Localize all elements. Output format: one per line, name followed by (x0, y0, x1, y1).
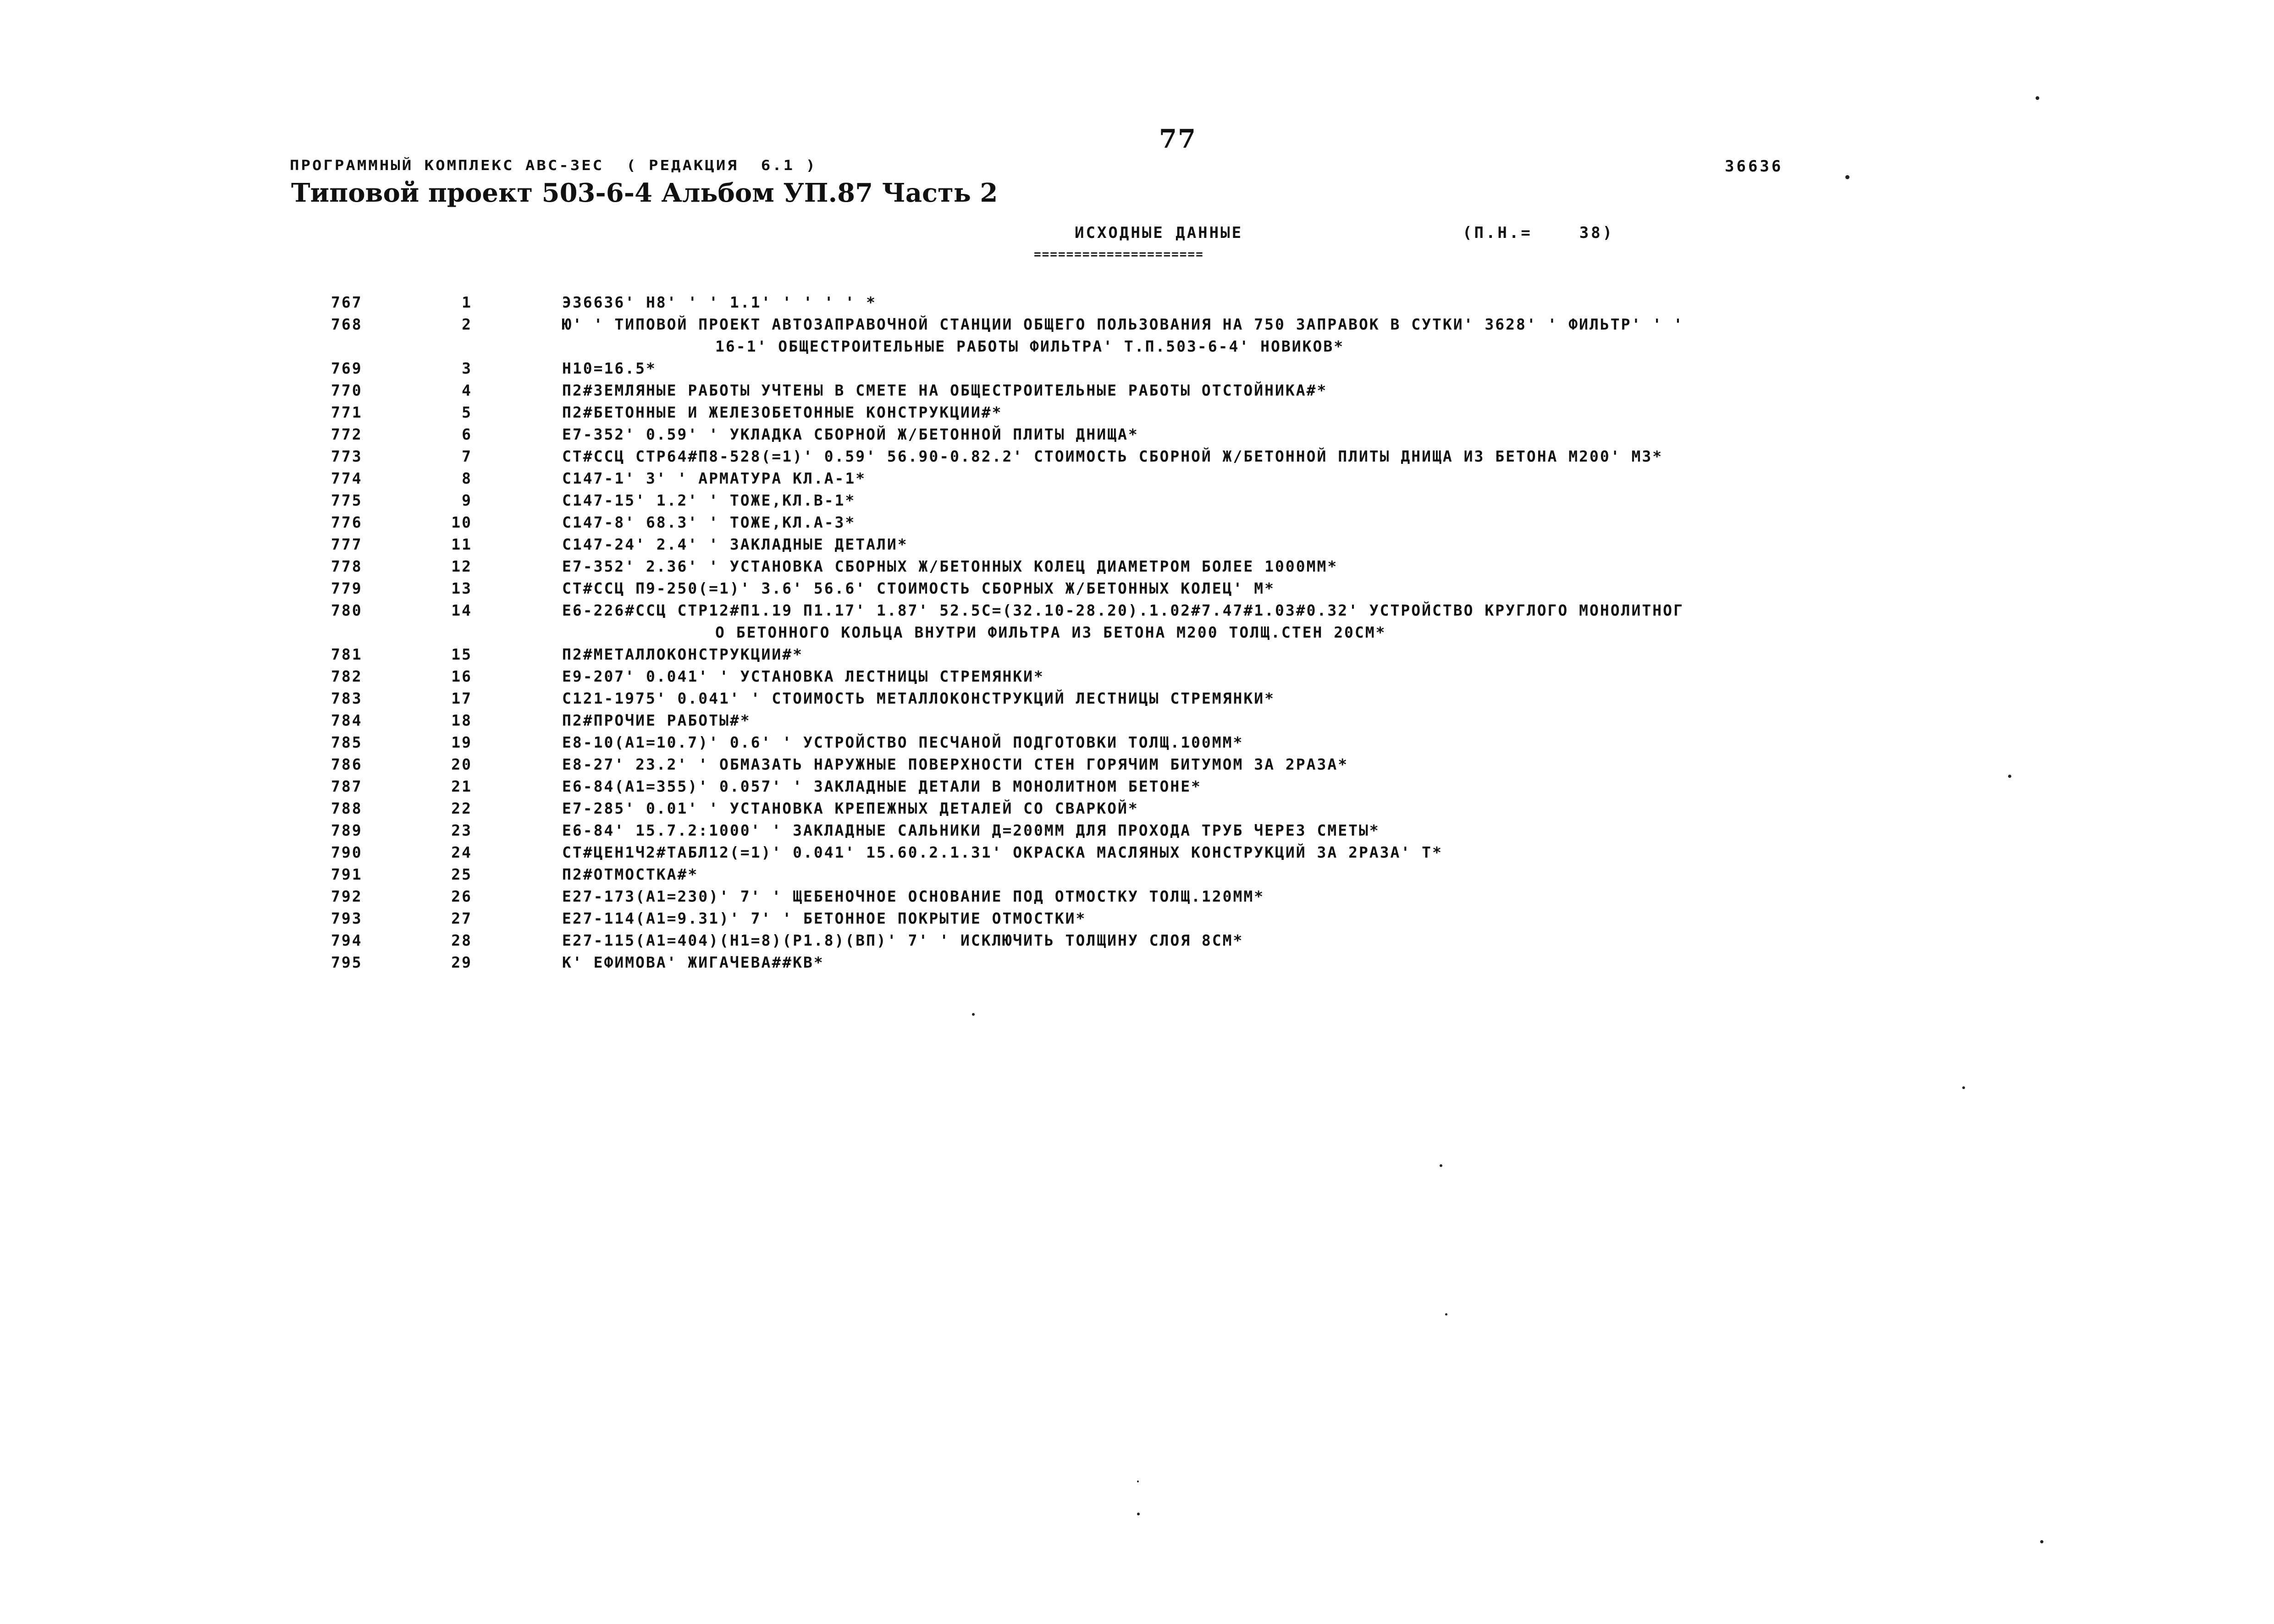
record-sequence-number: 775 (331, 491, 363, 509)
record-row (0, 864, 2274, 886)
record-sequence-number: 774 (331, 469, 363, 487)
record-text: Е6-226#ССЦ СТР12#П1.19 П1.17' 1.87' 52.5С=(32.10-28.20).1.02#7.47#1.03#0.32' УСТРОЙСТВО КРУГЛОГО МОНОЛИТНОГ (562, 601, 1684, 619)
record-sequence-number: 779 (331, 579, 363, 597)
record-line-number: 7 (462, 447, 472, 465)
record-sequence-number: 793 (331, 909, 363, 927)
record-row (0, 380, 2274, 402)
record-row (0, 292, 2274, 314)
record-row (0, 732, 2274, 754)
record-row (0, 622, 2274, 644)
record-text: С147-15' 1.2' ' ТОЖЕ,КЛ.В-1* (562, 491, 856, 509)
record-sequence-number: 794 (331, 931, 363, 949)
record-line-number: 18 (451, 711, 472, 729)
record-row (0, 710, 2274, 732)
record-sequence-number: 769 (331, 359, 363, 377)
record-row (0, 402, 2274, 424)
record-row (0, 908, 2274, 930)
record-line-number: 5 (462, 403, 472, 421)
record-line-number: 24 (451, 843, 472, 861)
record-sequence-number: 770 (331, 381, 363, 399)
record-sequence-number: 791 (331, 865, 363, 883)
record-row (0, 798, 2274, 820)
record-sequence-number: 776 (331, 513, 363, 531)
record-sequence-number: 768 (331, 315, 363, 333)
record-row (0, 314, 2274, 336)
record-sequence-number: 787 (331, 777, 363, 795)
document-code: 36636 (1725, 157, 1783, 176)
record-row (0, 886, 2274, 908)
record-line-number: 10 (451, 513, 472, 531)
record-text: К' ЕФИМОВА' ЖИГАЧЕВА##КВ* (562, 953, 824, 971)
record-sequence-number: 771 (331, 403, 363, 421)
record-text: 16-1' ОБЩЕСТРОИТЕЛЬНЫЕ РАБОТЫ ФИЛЬТРА' Т.П.503-6-4' НОВИКОВ* (715, 337, 1345, 355)
record-line-number: 28 (451, 931, 472, 949)
record-text: Е7-352' 0.59' ' УКЛАДКА СБОРНОЙ Ж/БЕТОННОЙ ПЛИТЫ ДНИЩА* (562, 425, 1139, 443)
record-line-number: 8 (462, 469, 472, 487)
record-sequence-number: 795 (331, 953, 363, 971)
record-sequence-number: 780 (331, 601, 363, 619)
record-sequence-number: 788 (331, 799, 363, 817)
record-row (0, 952, 2274, 974)
record-row (0, 578, 2274, 600)
record-line-number: 14 (451, 601, 472, 619)
record-line-number: 22 (451, 799, 472, 817)
record-line-number: 17 (451, 689, 472, 707)
record-text: Ю' ' ТИПОВОЙ ПРОЕКТ АВТОЗАПРАВОЧНОЙ СТАНЦИИ ОБЩЕГО ПОЛЬЗОВАНИЯ НА 750 ЗАПРАВОК В СУТКИ' 3628' ' ФИЛЬТР' ' ' (562, 315, 1684, 333)
records-list (0, 292, 2274, 974)
record-text: П2#БЕТОННЫЕ И ЖЕЛЕЗОБЕТОННЫЕ КОНСТРУКЦИИ#* (562, 403, 1003, 421)
record-text: Е27-114(А1=9.31)' 7' ' БЕТОННОЕ ПОКРЫТИЕ ОТМОСТКИ* (562, 909, 1087, 927)
record-text: Е7-285' 0.01' ' УСТАНОВКА КРЕПЕЖНЫХ ДЕТАЛЕЙ СО СВАРКОЙ* (562, 799, 1139, 817)
record-sequence-number: 785 (331, 733, 363, 751)
record-row (0, 754, 2274, 776)
page-number: 77 (1159, 124, 1197, 154)
record-row (0, 666, 2274, 688)
record-text: Н10=16.5* (562, 359, 657, 377)
record-line-number: 15 (451, 645, 472, 663)
record-sequence-number: 784 (331, 711, 363, 729)
record-line-number: 25 (451, 865, 472, 883)
page-reference: (П.Н.= 38) (1463, 224, 1615, 242)
record-line-number: 1 (462, 293, 472, 311)
record-text: Е8-27' 23.2' ' ОБМАЗАТЬ НАРУЖНЫЕ ПОВЕРХНОСТИ СТЕН ГОРЯЧИМ БИТУМОМ ЗА 2РАЗА* (562, 755, 1349, 773)
record-text: Э36636' Н8' ' ' 1.1' ' ' ' ' * (562, 293, 877, 311)
record-text: С147-24' 2.4' ' ЗАКЛАДНЫЕ ДЕТАЛИ* (562, 535, 908, 553)
record-sequence-number: 778 (331, 557, 363, 575)
record-text: Е7-352' 2.36' ' УСТАНОВКА СБОРНЫХ Ж/БЕТОННЫХ КОЛЕЦ ДИАМЕТРОМ БОЛЕЕ 1000ММ* (562, 557, 1338, 575)
record-line-number: 19 (451, 733, 472, 751)
record-text: СТ#ЦЕН1Ч2#ТАБЛ12(=1)' 0.041' 15.60.2.1.31' ОКРАСКА МАСЛЯНЫХ КОНСТРУКЦИЙ ЗА 2РАЗА' Т* (562, 843, 1443, 861)
record-line-number: 3 (462, 359, 472, 377)
record-sequence-number: 767 (331, 293, 363, 311)
record-text: С147-8' 68.3' ' ТОЖЕ,КЛ.А-3* (562, 513, 856, 531)
record-line-number: 9 (462, 491, 472, 509)
record-row (0, 776, 2274, 798)
record-line-number: 29 (451, 953, 472, 971)
record-row (0, 556, 2274, 578)
heading-underline: ===================== (1034, 248, 1204, 261)
record-row (0, 336, 2274, 358)
record-text: СТ#ССЦ П9-250(=1)' 3.6' 56.6' СТОИМОСТЬ СБОРНЫХ Ж/БЕТОННЫХ КОЛЕЦ' М* (562, 579, 1275, 597)
record-line-number: 23 (451, 821, 472, 839)
record-text: Е6-84' 15.7.2:1000' ' ЗАКЛАДНЫЕ САЛЬНИКИ Д=200ММ ДЛЯ ПРОХОДА ТРУБ ЧЕРЕЗ СМЕТЫ* (562, 821, 1380, 839)
record-text: П2#ОТМОСТКА#* (562, 865, 699, 883)
record-line-number: 13 (451, 579, 472, 597)
record-text: Е9-207' 0.041' ' УСТАНОВКА ЛЕСТНИЦЫ СТРЕМЯНКИ* (562, 667, 1044, 685)
record-row (0, 930, 2274, 952)
record-text: П2#МЕТАЛЛОКОНСТРУКЦИИ#* (562, 645, 803, 663)
record-text: С121-1975' 0.041' ' СТОИМОСТЬ МЕТАЛЛОКОНСТРУКЦИЙ ЛЕСТНИЦЫ СТРЕМЯНКИ* (562, 689, 1275, 707)
record-sequence-number: 786 (331, 755, 363, 773)
record-text: П2#ПРОЧИЕ РАБОТЫ#* (562, 711, 751, 729)
record-sequence-number: 783 (331, 689, 363, 707)
record-row (0, 688, 2274, 710)
record-sequence-number: 782 (331, 667, 363, 685)
record-text: СТ#ССЦ СТР64#П8-528(=1)' 0.59' 56.90-0.82.2' СТОИМОСТЬ СБОРНОЙ Ж/БЕТОННОЙ ПЛИТЫ ДНИЩА ИЗ БЕТОНА М200' М3* (562, 447, 1663, 465)
record-row (0, 512, 2274, 534)
record-line-number: 21 (451, 777, 472, 795)
record-sequence-number: 792 (331, 887, 363, 905)
record-row (0, 600, 2274, 622)
record-sequence-number: 790 (331, 843, 363, 861)
record-line-number: 11 (451, 535, 472, 553)
record-text: Е27-115(А1=404)(Н1=8)(Р1.8)(ВП)' 7' ' ИСКЛЮЧИТЬ ТОЛЩИНУ СЛОЯ 8СМ* (562, 931, 1244, 949)
record-sequence-number: 773 (331, 447, 363, 465)
program-complex-line: ПРОГРАММНЫЙ КОМПЛЕКС АВС-3ЕС ( РЕДАКЦИЯ 6.1 ) (290, 157, 817, 174)
record-sequence-number: 772 (331, 425, 363, 443)
record-line-number: 26 (451, 887, 472, 905)
record-line-number: 20 (451, 755, 472, 773)
record-line-number: 16 (451, 667, 472, 685)
record-row (0, 358, 2274, 380)
record-row (0, 468, 2274, 490)
record-line-number: 6 (462, 425, 472, 443)
record-sequence-number: 789 (331, 821, 363, 839)
section-heading: ИСХОДНЫЕ ДАННЫЕ (1075, 224, 1243, 242)
record-line-number: 4 (462, 381, 472, 399)
record-row (0, 644, 2274, 666)
record-sequence-number: 777 (331, 535, 363, 553)
record-text: Е6-84(А1=355)' 0.057' ' ЗАКЛАДНЫЕ ДЕТАЛИ В МОНОЛИТНОМ БЕТОНЕ* (562, 777, 1202, 795)
record-text: С147-1' 3' ' АРМАТУРА КЛ.А-1* (562, 469, 867, 487)
record-line-number: 27 (451, 909, 472, 927)
record-row (0, 446, 2274, 468)
project-title: Типовой проект 503-6-4 Альбом УП.87 Часть 2 (291, 178, 998, 208)
record-line-number: 12 (451, 557, 472, 575)
record-row (0, 424, 2274, 446)
record-text: Е8-10(А1=10.7)' 0.6' ' УСТРОЙСТВО ПЕСЧАНОЙ ПОДГОТОВКИ ТОЛЩ.100ММ* (562, 733, 1244, 751)
record-row (0, 820, 2274, 842)
record-row (0, 534, 2274, 556)
record-row (0, 842, 2274, 864)
record-row (0, 490, 2274, 512)
record-text: П2#ЗЕМЛЯНЫЕ РАБОТЫ УЧТЕНЫ В СМЕТЕ НА ОБЩЕСТРОИТЕЛЬНЫЕ РАБОТЫ ОТСТОЙНИКА#* (562, 381, 1328, 399)
record-sequence-number: 781 (331, 645, 363, 663)
record-text: Е27-173(А1=230)' 7' ' ЩЕБЕНОЧНОЕ ОСНОВАНИЕ ПОД ОТМОСТКУ ТОЛЩ.120ММ* (562, 887, 1265, 905)
record-text: О БЕТОННОГО КОЛЬЦА ВНУТРИ ФИЛЬТРА ИЗ БЕТОНА М200 ТОЛЩ.СТЕН 20СМ* (715, 623, 1386, 641)
record-line-number: 2 (462, 315, 472, 333)
